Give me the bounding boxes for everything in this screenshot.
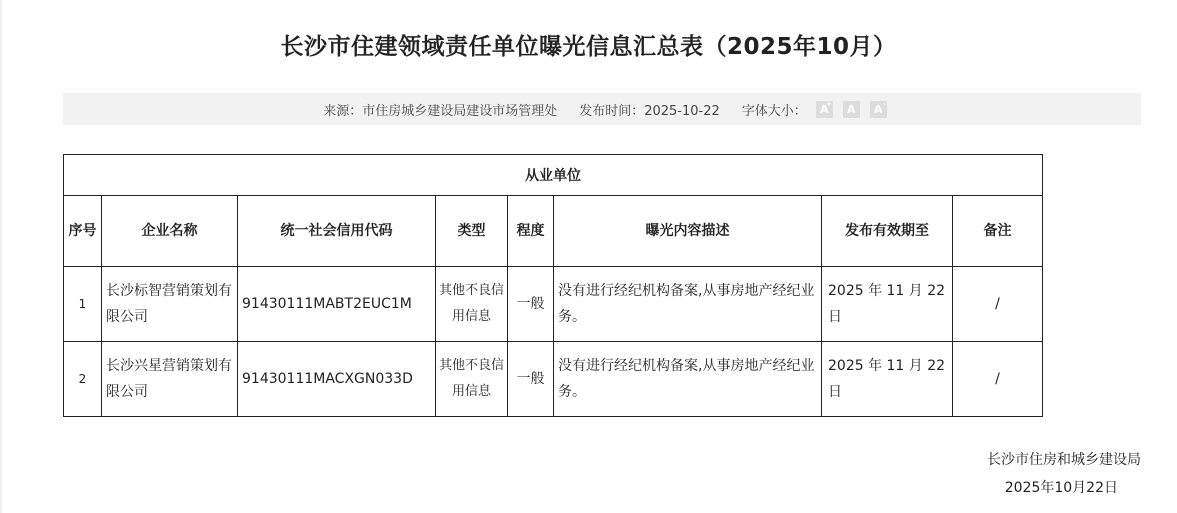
- valid-until-date: 2025 年 11 月 22 日: [822, 267, 953, 342]
- article-meta-bar: [63, 93, 1141, 125]
- publish-time: 发布时间：2025-10-22: [579, 103, 720, 119]
- page-title: 长沙市住建领域责任单位曝光信息汇总表（2025年10月）: [280, 34, 897, 60]
- font-size-decrease-button[interactable]: A -: [870, 101, 887, 118]
- header-note: 备注: [953, 196, 1043, 267]
- exposure-description: 没有进行经纪机构备案,从事房地产经纪业务。: [554, 267, 822, 342]
- severity-degree: 一般: [508, 267, 554, 342]
- page-left-border: [0, 0, 2, 513]
- table-row: [64, 267, 1043, 342]
- company-name: 长沙标智营销策划有限公司: [102, 267, 238, 342]
- font-size-increase-button[interactable]: A +: [816, 101, 833, 118]
- severity-degree: 一般: [508, 342, 554, 417]
- source-label: 来源：市住房城乡建设局建设市场管理处: [323, 103, 558, 119]
- credit-type: 其他不良信用信息: [436, 342, 508, 417]
- issuing-organization: 长沙市住房和城乡建设局: [987, 452, 1141, 468]
- credit-type: 其他不良信用信息: [436, 267, 508, 342]
- issue-date: 2025年10月22日: [1004, 480, 1118, 496]
- valid-until-date: 2025 年 11 月 22 日: [822, 342, 953, 417]
- row-note: /: [953, 342, 1043, 417]
- header-company-name: 企业名称: [102, 196, 238, 267]
- header-index: 序号: [64, 196, 102, 267]
- company-name: 长沙兴星营销策划有限公司: [102, 342, 238, 417]
- header-degree: 程度: [508, 196, 554, 267]
- credit-code: 91430111MACXGN033D: [238, 342, 436, 417]
- header-type: 类型: [436, 196, 508, 267]
- exposure-table: [63, 154, 1043, 417]
- row-index: 1: [64, 267, 102, 342]
- header-description: 曝光内容描述: [554, 196, 822, 267]
- exposure-description: 没有进行经纪机构备案,从事房地产经纪业务。: [554, 342, 822, 417]
- table-row: [64, 342, 1043, 417]
- font-size-label: 字体大小：: [741, 103, 807, 119]
- font-size-default-button[interactable]: A: [843, 101, 860, 118]
- row-note: /: [953, 267, 1043, 342]
- credit-code: 91430111MABT2EUC1M: [238, 267, 436, 342]
- row-index: 2: [64, 342, 102, 417]
- header-valid-until: 发布有效期至: [822, 196, 953, 267]
- table-caption: 从业单位: [64, 155, 1043, 196]
- header-credit-code: 统一社会信用代码: [238, 196, 436, 267]
